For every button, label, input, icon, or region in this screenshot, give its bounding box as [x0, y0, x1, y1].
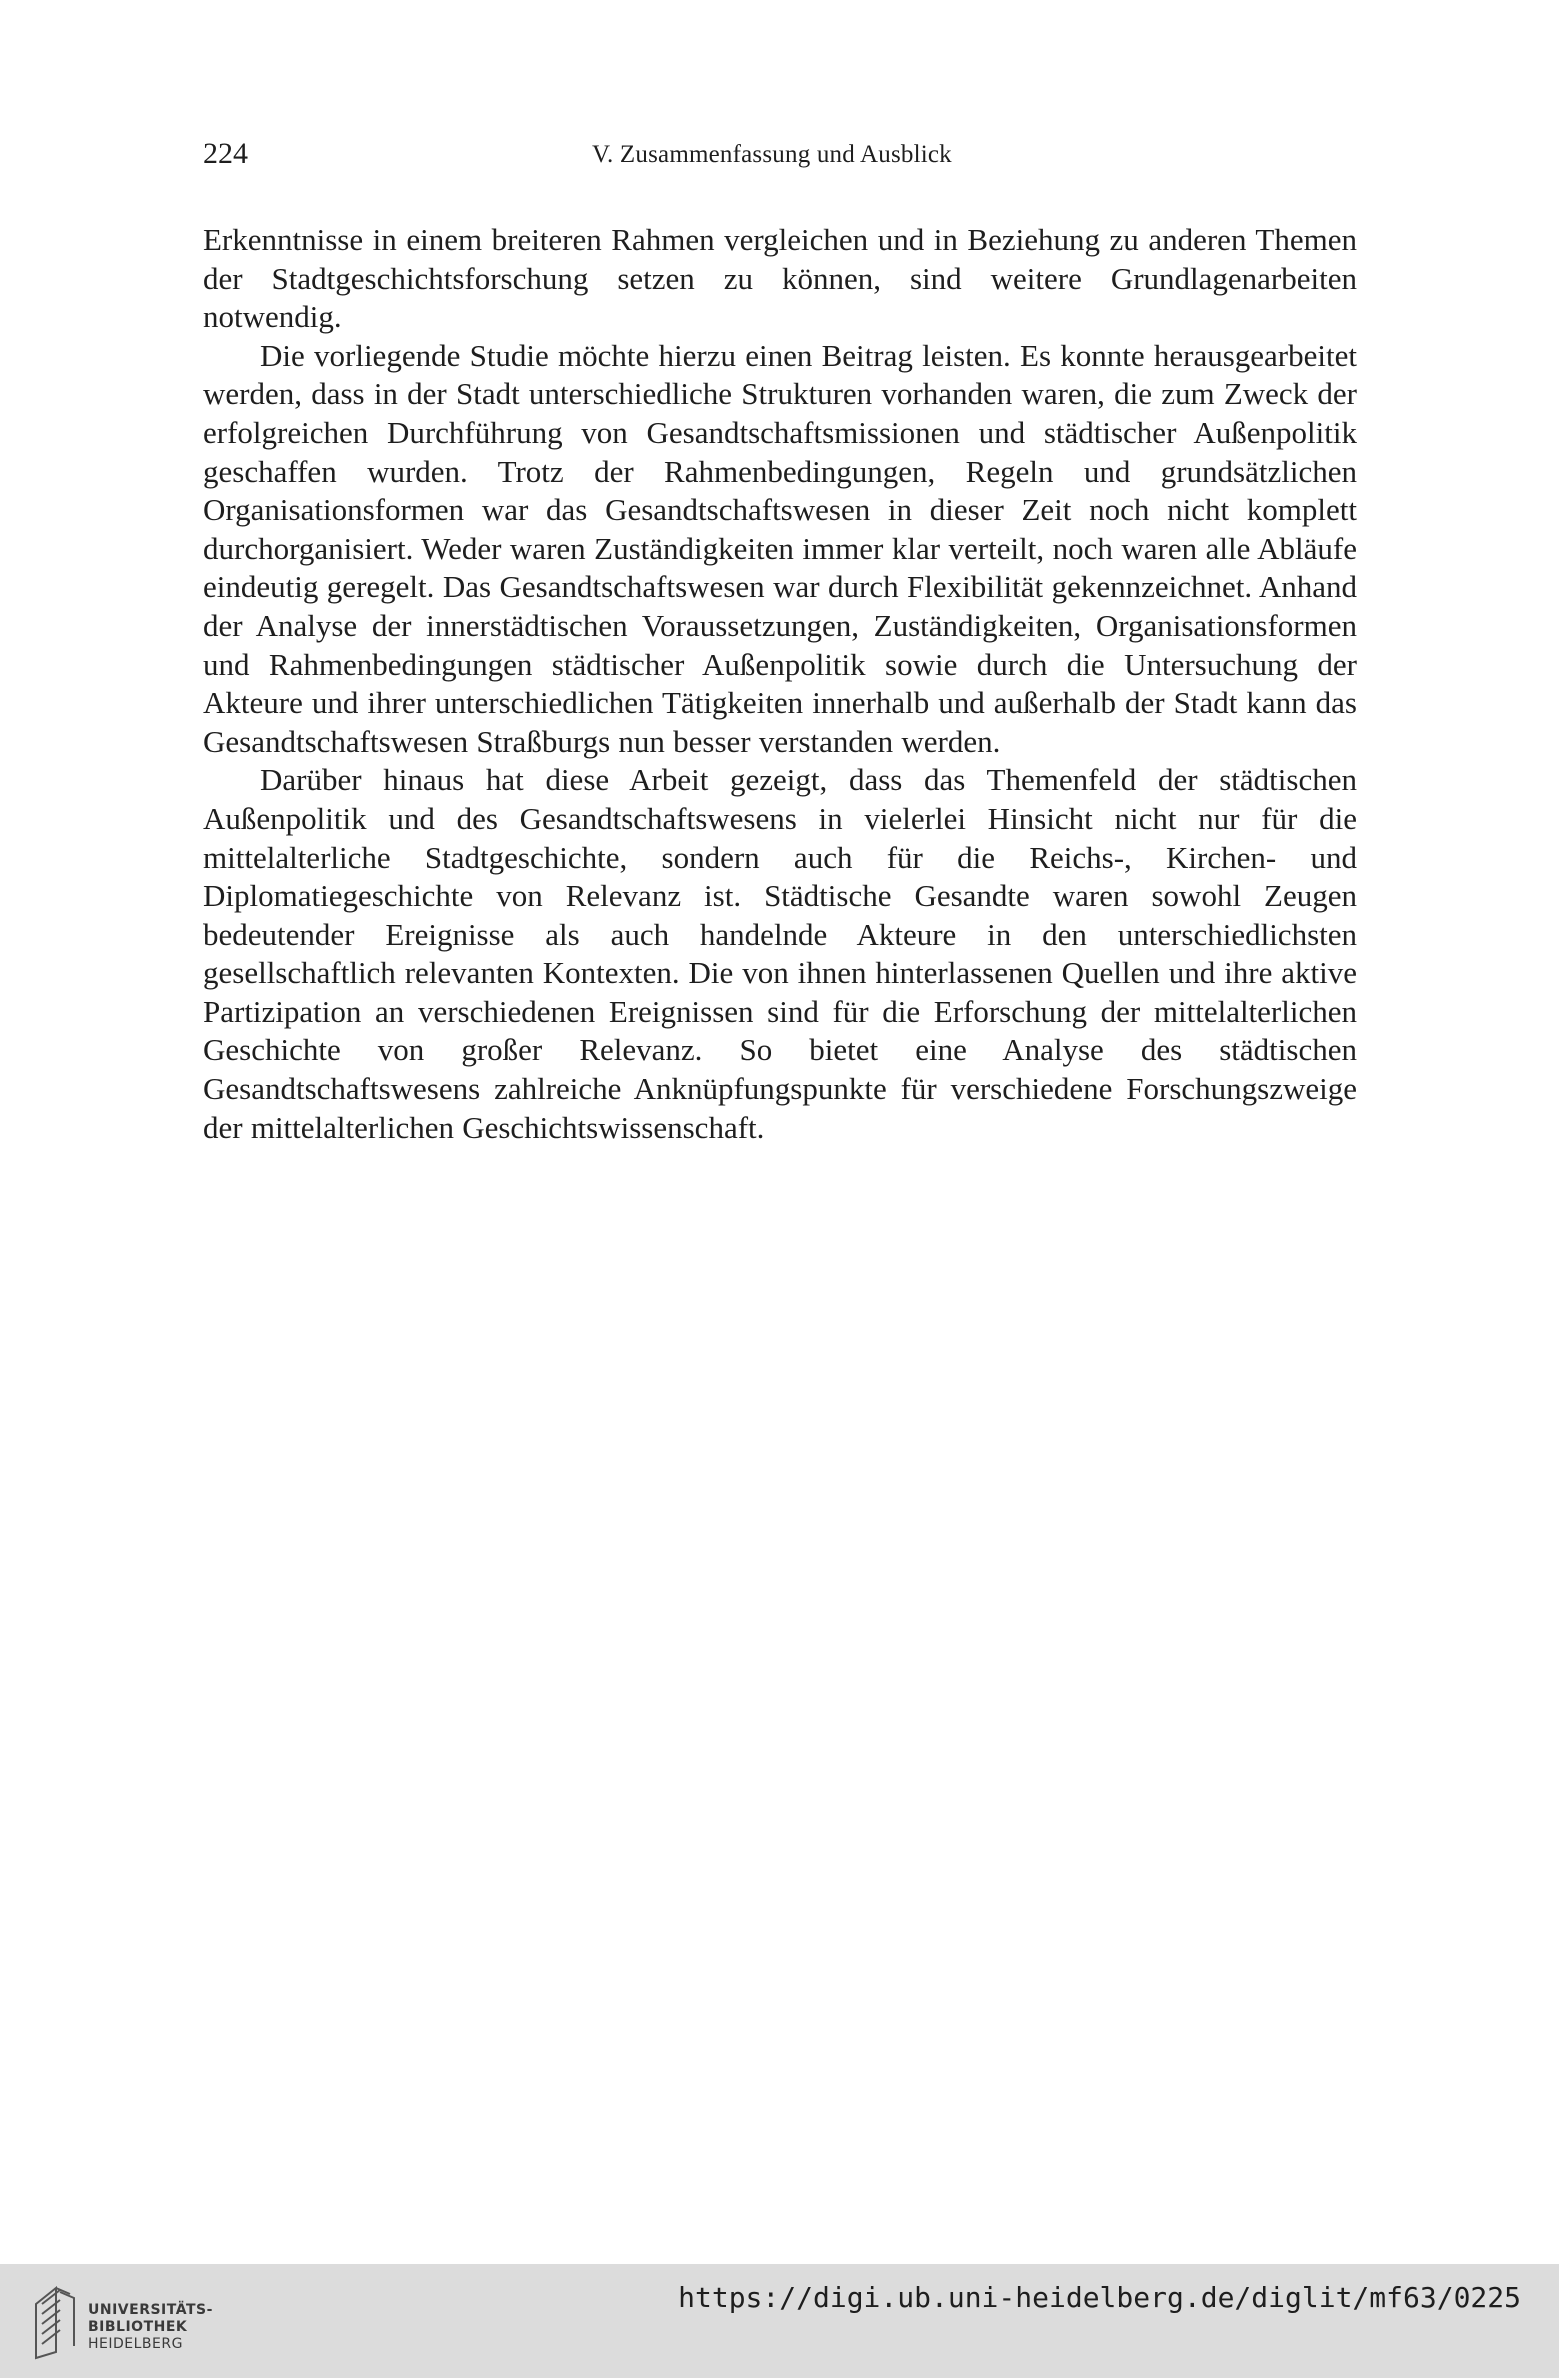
- paragraph-1: Erkenntnisse in einem breiteren Rahmen vergleichen und in Beziehung zu anderen Themen der Stadtgeschichtsforschung setzen zu können, sind weitere Grundlagenarbeiten notwendig.: [203, 222, 1357, 335]
- page-number: 224: [203, 137, 248, 170]
- running-head: V. Zusammenfassung und Ausblick: [592, 141, 952, 168]
- library-logo: [30, 2280, 370, 2362]
- library-logo-text: [88, 2302, 213, 2353]
- library-logo-icon: [30, 2280, 92, 2362]
- logo-line-3: HEIDELBERG: [88, 2336, 183, 2352]
- body-text: [203, 221, 1357, 1147]
- footer-bar: [0, 2264, 1559, 2378]
- logo-line-2: BIBLIOTHEK: [88, 2319, 188, 2335]
- source-url[interactable]: https://digi.ub.uni-heidelberg.de/diglit/mf63/0225: [678, 2281, 1521, 2314]
- logo-line-1: UNIVERSITÄTS-: [88, 2302, 213, 2318]
- paragraph-2: Die vorliegende Studie möchte hierzu einen Beitrag leisten. Es konnte herausgearbeitet werden, dass in der Stadt unterschiedliche Strukturen vorhanden waren, die zum Zweck der erfolgreichen Durchführung von Gesandtschaftsmissionen und städtischer Außenpolitik geschaffen wurden. Trotz der Rahmenbedingungen, Regeln und grundsätzlichen Organisationsformen war das Gesandtschaftswesen in dieser Zeit noch nicht komplett durchorganisiert. Weder waren Zuständigkeiten immer klar verteilt, noch waren alle Abläufe eindeutig geregelt. Das Gesandtschaftswesen war durch Flexibilität gekennzeichnet. Anhand der Analyse der innerstädtischen Voraussetzungen, Zuständigkeiten, Organisationsformen und Rahmenbedingungen städtischer Außenpolitik sowie durch die Untersuchung der Akteure und ihrer unterschiedlichen Tätigkeiten innerhalb und außerhalb der Stadt kann das Gesandtschaftswesen Straßburgs nun besser verstanden werden.: [203, 337, 1357, 759]
- paragraph-3: Darüber hinaus hat diese Arbeit gezeigt, dass das Themenfeld der städtischen Außenpolitik und des Gesandtschaftswesens in vielerlei Hinsicht nicht nur für die mittelalterliche Stadtgeschichte, sondern auch für die Reichs-, Kirchen- und Diplomatiegeschichte von Relevanz ist. Städtische Gesandte waren sowohl Zeugen bedeutender Ereignisse als auch handelnde Akteure in den unterschiedlichsten gesellschaftlich relevanten Kontexten. Die von ihnen hinterlassenen Quellen und ihre aktive Partizipation an verschiedenen Ereignissen sind für die Erforschung der mittelalterlichen Geschichte von großer Relevanz. So bietet eine Analyse des städtischen Gesandtschaftswesens zahlreiche Anknüpfungspunkte für verschiedene Forschungszweige der mittelalterlichen Geschichtswissenschaft.: [203, 762, 1357, 1145]
